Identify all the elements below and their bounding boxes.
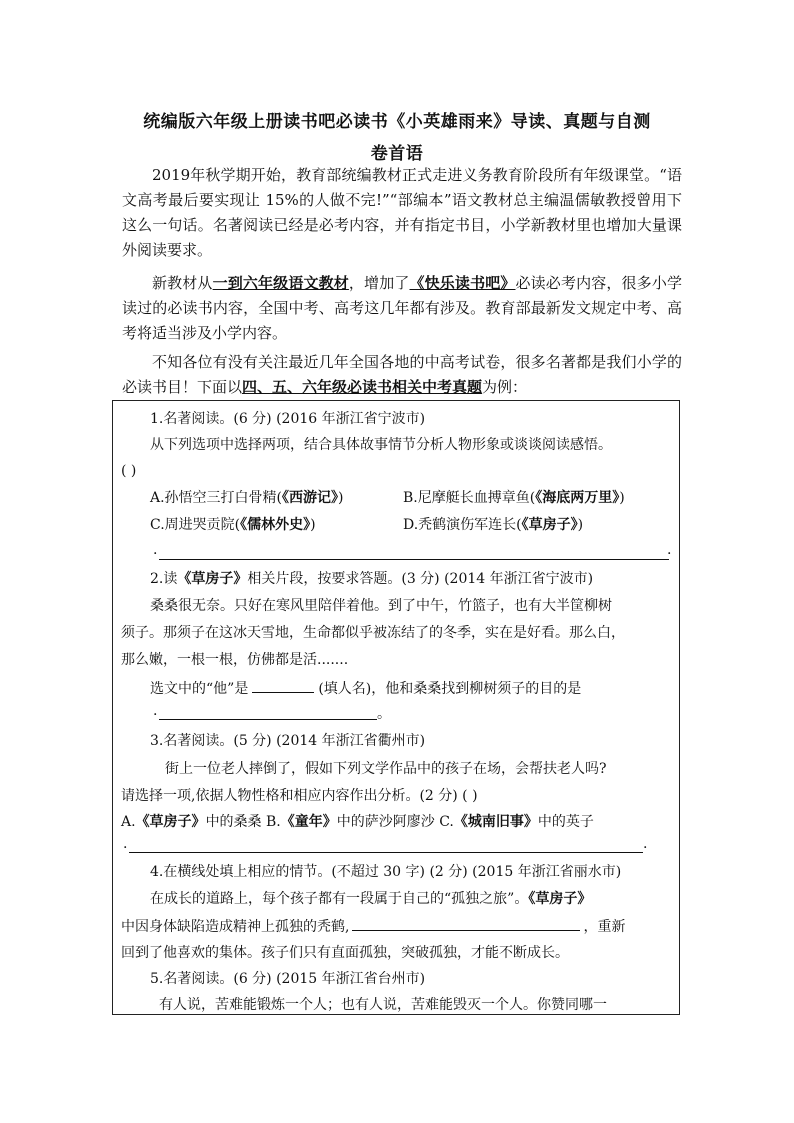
text: A. [121,814,136,830]
q5-heading: 5.名著阅读。(6 分) (2015 年浙江省台州市) [150,971,426,987]
q3-text-line-2: 请选择一项,依据人物性格和相应内容作出分析。(2 分) ( ) [121,788,478,804]
book-title: 《童年》 [280,814,337,830]
q1-answer-end: . [667,542,672,558]
book-title: 《城南旧事》 [453,814,538,830]
text: 选文中的“他”是 [150,681,249,697]
emphasis-happy-reading: 《快乐读书吧》 [409,274,516,292]
q2-passage-line-3: 那么嫩，一根一根，仿佛都是活....... [121,652,349,668]
q2-answer-dot: . [153,703,158,719]
text: 必读必考内容，很多小学读过的必读书内容，全国中考、高考这几年都有涉及。教育部最新发文规定中考、高考将适当涉及小学内容。 [122,274,682,342]
text: ) [310,517,316,533]
q2-passage-line-2: 须子。那须子在这冰天雪地，生命都似乎被冻结了的冬季，实在是好看。那么白， [121,625,625,641]
q3-text-line-1: 街上一位老人摔倒了，假如下列文学作品中的孩子在场，会帮扶老人吗? [165,761,607,777]
book-title: 《儒林外史》 [240,517,311,533]
q3-answer-dot: . [123,836,128,852]
q1-answer-line [159,559,669,560]
text: (填人名)，他和桑桑找到柳树须子的目的是 [318,681,582,697]
q3-answer-line [129,852,643,853]
text: 在成长的道路上，每个孩子都有一段属于自己的“孤独之旅”。 [150,891,529,907]
text: ) [577,517,584,533]
fill-blank[interactable] [252,678,314,693]
q4-text-line-3: 回到了他喜欢的集体。孩子们只有直面孤独，突破孤独，才能不断成长。 [121,945,569,961]
book-title: 《草房子》 [528,891,592,907]
q2-question [150,678,581,699]
exam-questions-box [112,400,680,1015]
text: 中的桑桑 B. [205,814,281,830]
text: ，重新 [583,919,626,935]
text: 中的萨沙阿廖沙 C. [336,814,454,830]
q1-option-c [150,515,316,535]
fill-blank[interactable] [352,916,580,931]
q1-option-b [403,488,625,508]
text: A.孙悟空三打白骨精( [150,490,283,506]
text: 中的英子 [537,814,594,830]
book-title: 《草房子》 [177,571,248,587]
q3-options [121,812,594,832]
text: 2.读 [150,571,178,587]
section-title: 卷首语 [370,144,424,164]
q2-heading [150,569,593,589]
intro-paragraph-2 [122,271,682,346]
q1-answer-paren: ( ) [121,463,137,479]
book-title: 《西游记》 [282,490,339,506]
intro-paragraph-1: 2019年秋学期开始，教育部统编教材正式走进义务教育阶段所有年级课堂。“语文高考最后要实现让 15%的人做不完!”“部编本”语文教材总主编温儒敏教授曾用下这么一句话。名著阅读已经是必考内容，并有指定书目，小学新教材里也增加大量课外阅读要求。 [122,166,682,259]
q1-answer-dot: . [153,542,158,558]
q1-option-d [403,515,583,535]
text: ，增加了 [348,274,410,292]
emphasis-textbook: 一到六年级语文教材 [212,274,349,292]
q1-text: 从下列选项中选择两项，结合具体故事情节分析人物形象或谈谈阅读感悟。 [150,437,612,453]
q3-heading: 3.名著阅读。(5 分) (2014 年浙江省衢州市) [150,733,426,749]
q2-answer-line [159,719,377,720]
q3-answer-end: . [643,836,648,852]
q1-option-a [150,488,344,508]
text: C.周进哭贡院( [150,517,241,533]
q2-passage-line-1: 桑桑很无奈。只好在寒风里陪伴着他。到了中午，竹篮子，也有大半筐柳树 [150,598,612,614]
text: 不知各位有没有关注最近几年全国各地的中高考试卷，很多名著都是我们小学的必读书目！下面以 [122,353,682,396]
text: ) [619,490,625,506]
text: ) [338,490,344,506]
text: 为例： [482,378,528,396]
q5-text-line-1: 有人说，苦难能锻炼一个人；也有人说，苦难能毁灭一个人。你赞同哪一 [159,997,607,1013]
book-title: 《海底两万里》 [535,490,620,506]
text: D.秃鹤演伤军连长( [403,517,522,533]
q2-answer-end: 。 [377,706,391,722]
q4-text-line-2 [121,916,625,937]
emphasis-exam-questions: 四、五、六年级必读书相关中考真题 [242,378,483,396]
book-title: 《草房子》 [135,814,206,830]
intro-paragraph-3 [122,350,682,400]
q1-heading: 1.名著阅读。(6 分) (2016 年浙江省宁波市) [150,411,426,427]
text: 相关片段，按要求答题。(3 分) (2014 年浙江省宁波市) [247,571,594,587]
text: 中因身体缺陷造成精神上孤独的秃鹤, [121,919,350,935]
text: B.尼摩艇长血搏章鱼( [403,490,536,506]
document-title: 统编版六年级上册读书吧必读书《小英雄雨来》导读、真题与自测 [143,112,651,132]
book-title: 《草房子》 [521,517,578,533]
q4-text-line-1 [150,889,591,909]
text: 新教材从 [152,274,213,292]
q4-heading: 4.在横线处填上相应的情节。(不超过 30 字) (2 分) (2015 年浙江省丽水市) [150,864,622,880]
